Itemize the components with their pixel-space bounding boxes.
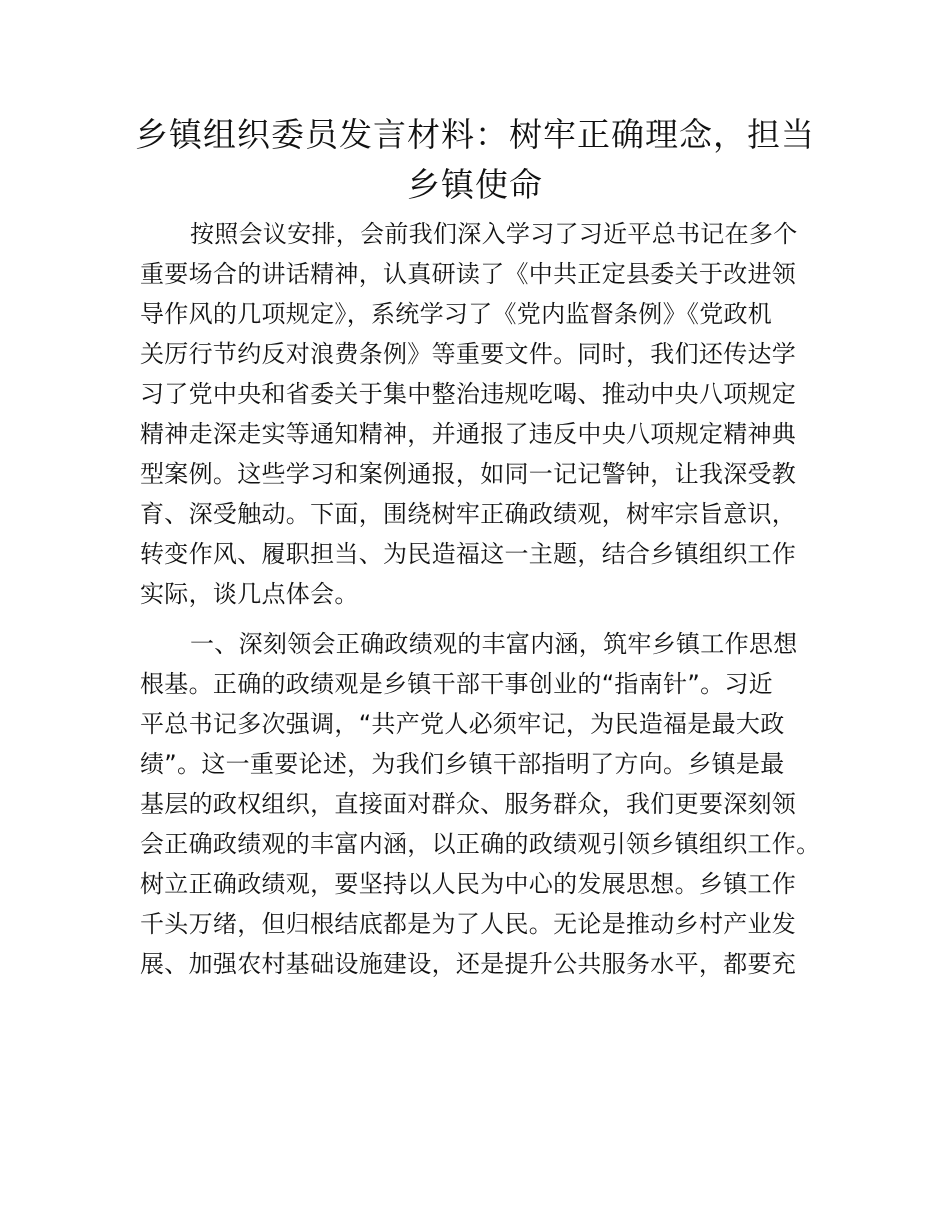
text-line: 型案例。这些学习和案例通报，如同一记记警钟，让我深受教 <box>140 460 797 488</box>
text-line: 会正确政绩观的丰富内涵，以正确的政绩观引领乡镇组织工作。 <box>140 830 821 858</box>
paragraph <box>140 624 830 984</box>
title-line: 乡镇组织委员发言材料：树牢正确理念，担当 <box>135 115 815 154</box>
text-line: 习了党中央和省委关于集中整治违规吃喝、推动中央八项规定 <box>140 380 797 408</box>
document-body <box>140 214 830 984</box>
text-line: 基层的政权组织，直接面对群众、服务群众，我们更要深刻领 <box>140 790 797 818</box>
text-line: 转变作风、履职担当、为民造福这一主题，结合乡镇组织工作 <box>140 540 797 568</box>
title-line: 乡镇使命 <box>407 165 543 204</box>
text-line: 树立正确政绩观，要坚持以人民为中心的发展思想。乡镇工作 <box>140 870 797 898</box>
text-line: 展、加强农村基础设施建设，还是提升公共服务水平，都要充 <box>140 950 797 978</box>
text-line: 精神走深走实等通知精神，并通报了违反中央八项规定精神典 <box>140 420 797 448</box>
text-line: 一、深刻领会正确政绩观的丰富内涵，筑牢乡镇工作思想 <box>190 630 798 658</box>
text-line: 绩”。这一重要论述，为我们乡镇干部指明了方向。乡镇是最 <box>140 750 785 778</box>
text-line: 实际，谈几点体会。 <box>140 580 359 608</box>
text-line: 关厉行节约反对浪费条例》等重要文件。同时，我们还传达学 <box>140 340 797 368</box>
text-line: 导作风的几项规定》，系统学习了《党内监督条例》《党政机 <box>140 300 773 328</box>
text-line: 千头万绪，但归根结底都是为了人民。无论是推动乡村产业发 <box>140 910 797 938</box>
text-line: 育、深受触动。下面，围绕树牢正确政绩观，树牢宗旨意识， <box>140 500 797 528</box>
text-line: 按照会议安排，会前我们深入学习了习近平总书记在多个 <box>190 220 798 248</box>
text-line: 根基。正确的政绩观是乡镇干部干事创业的“指南针”。习近 <box>140 670 773 698</box>
document-title <box>130 110 820 210</box>
paragraph <box>140 214 830 614</box>
paragraph-spacer <box>140 614 830 624</box>
text-line: 重要场合的讲话精神，认真研读了《中共正定县委关于改进领 <box>140 260 797 288</box>
text-line: 平总书记多次强调，“共产党人必须牢记，为民造福是最大政 <box>140 710 785 738</box>
